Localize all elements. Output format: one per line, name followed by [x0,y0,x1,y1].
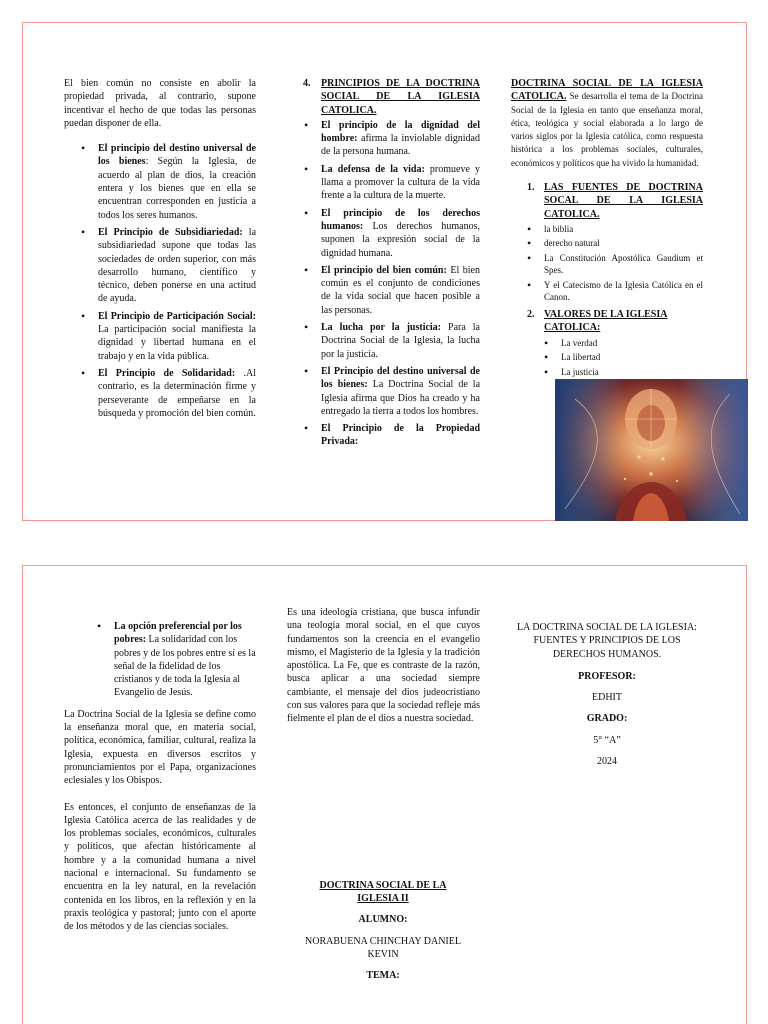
list-item: • La libertad [561,351,703,364]
list-item: • El principio de la dignidad del hombre: afirma la inviolable dignidad de la persona humana. [321,119,480,159]
ideology-paragraph: Es una ideología cristiana, que busca infundir una teología moral social, en el que cuyos fundamentos son la creencia en el evangelio mismo, el Magisterio de la Iglesia y la tradición apostólica. La Fe, que es contraste de la razón, busca aplicar a una sociedad siempre cambiante, el mensaje del dios judeocristiano con sus valores para que la sociedad refleje más fielmente el plan de el dios a nuestra sociedad. [287,607,480,725]
definition-paragraph: La Doctrina Social de la Iglesia se define como la enseñanza moral que, en materia social, política, económica, familiar, cultural, realiza la Iglesia, expuesta en diversos escritos y pronunciamientos por el Papa, organizaciones eclesiales y los Obispos. [64,708,256,787]
sources-heading: 1. LAS FUENTES DE DOCTRINA SOCAL DE LA IGLESIA CATOLICA. [527,182,703,220]
section-heading: 4. PRINCIPIOS DE LA DOCTRINA SOCIAL DE LA IGLESIA CATOLICA. [303,78,480,116]
list-item: • La opción preferencial por los pobres: La solidaridad con los pobres y de los pobres entre sí es la señal de la fidelidad de los cristianos y de toda la Iglesia al Evangelio de Jesús. [114,620,256,700]
list-item: • El Principio de la Propiedad Privada: [321,422,480,449]
list-item: • El Principio del destino universal de los bienes: La Doctrina Social de la Iglesia afirma que Dios ha creado y ha entregado la tierra a todos los hombres. [321,365,480,418]
cover-course-block [303,879,463,983]
list-item: • El principio de los derechos humanos: Los derechos humanos, suponen la expresión social de la dignidad humana. [321,207,480,260]
list-item: • La Constitución Apostólica Gaudium et Spes. [544,252,703,277]
list-item: • La verdad [561,337,703,350]
values-heading: 2. VALORES DE LA IGLESIA CATOLICA: [527,308,668,334]
values-list [561,337,703,379]
list-item: • El Principio de Subsidiariedad: la subsidiariedad supone que todas las sociedades de orden superior, con más desarrollo humano, científico y técnico, deben ponerse en una actitud de ayuda. [98,226,256,306]
grade-value: 5° “A” [593,734,621,746]
professor-label: PROFESOR: [578,670,636,682]
list-item: • El principio del bien común: El bien común es el conjunto de condiciones de la vida social que hacen posible a las personas. [321,264,480,317]
list-item: • derecho natural [544,237,703,250]
page2-column-2 [287,606,480,726]
doctrine-intro: DOCTRINA SOCIAL DE LA IGLESIA CATOLICA. Se desarrolla el tema de la Doctrina Social de la Iglesia en tanto que enseñanza moral, ética, teológica y social elaborada a lo largo de varios siglos por la Iglesia católica, como respuesta histórica a los problemas sociales, culturales, económicos y políticos que ha vivido la humanidad. [511,78,703,168]
grade-label: GRADO: [586,713,628,725]
student-label: ALUMNO: [358,913,408,925]
sources-list [544,223,703,304]
list-item: • El principio del destino universal de los bienes: Según la Iglesia, de acuerdo al plan de dios, la creación entera y los bienes que en ella se encuentran corresponden en justicia a todos los seres humanos. [98,142,256,222]
intro-paragraph: El bien común no consiste en abolir la propiedad privada, al contrario, supone incentivar el hecho de que todas las personas puedan disponer de ella. [64,78,256,129]
painting-illustration [555,379,748,521]
teachings-paragraph: Es entonces, el conjunto de enseñanzas de la Iglesia Católica acerca de las realidades y de los problemas sociales, económicos, culturales y políticos, que afectan históricamente al hombre y a la comunidad humana a nivel nacional e internacional. Su fundamento se encuentra en la ley natural, en la revelación contenida en los libros, en la reflexión y en la praxis teológica y pastoral; junto con el aporte de los métodos y de las ciencias sociales. [64,801,256,933]
topic-label: TEMA: [366,970,400,982]
list-item: • La justicia [561,366,703,379]
list-item: • la biblia [544,223,703,236]
professor-name: EDHIT [592,692,622,704]
page1-column-2 [303,77,480,453]
list-item: • Y el Catecismo de la Iglesia Católica en el Canon. [544,279,703,304]
doctrine-principles-list [321,119,480,449]
page1-column-3 [511,77,703,380]
preferential-option-list [114,620,256,700]
religious-painting-image [555,379,748,521]
student-name: NORABUENA CHINCHAY DANIEL KEVIN [305,935,461,961]
page2-column-1 [64,620,256,934]
year: 2024 [597,756,617,768]
principles-list [98,142,256,420]
list-item: • La defensa de la vida: promueve y llama a promover la cultura de la vida frente a la cultura de la muerte. [321,163,480,203]
document-title: LA DOCTRINA SOCIAL DE LA IGLESIA: FUENTES Y PRINCIPIOS DE LOS DERECHOS HUMANOS. [517,622,697,660]
page1-column-1 [64,77,256,424]
page2-column-3 [511,621,703,768]
list-item: • La lucha por la justicia: Para la Doctrina Social de la Iglesia, la lucha por la justicia. [321,321,480,361]
list-item: • El Principio de Solidaridad: .Al contrario, es la determinación firme y perseverante de empeñarse en la búsqueda y promoción del bien común. [98,367,256,420]
list-item: • El Principio de Participación Social: La participación social manifiesta la dignidad y libertad humana en el trabajo y en la vida pública. [98,310,256,363]
course-title: DOCTRINA SOCIAL DE LA IGLESIA II [319,880,447,905]
